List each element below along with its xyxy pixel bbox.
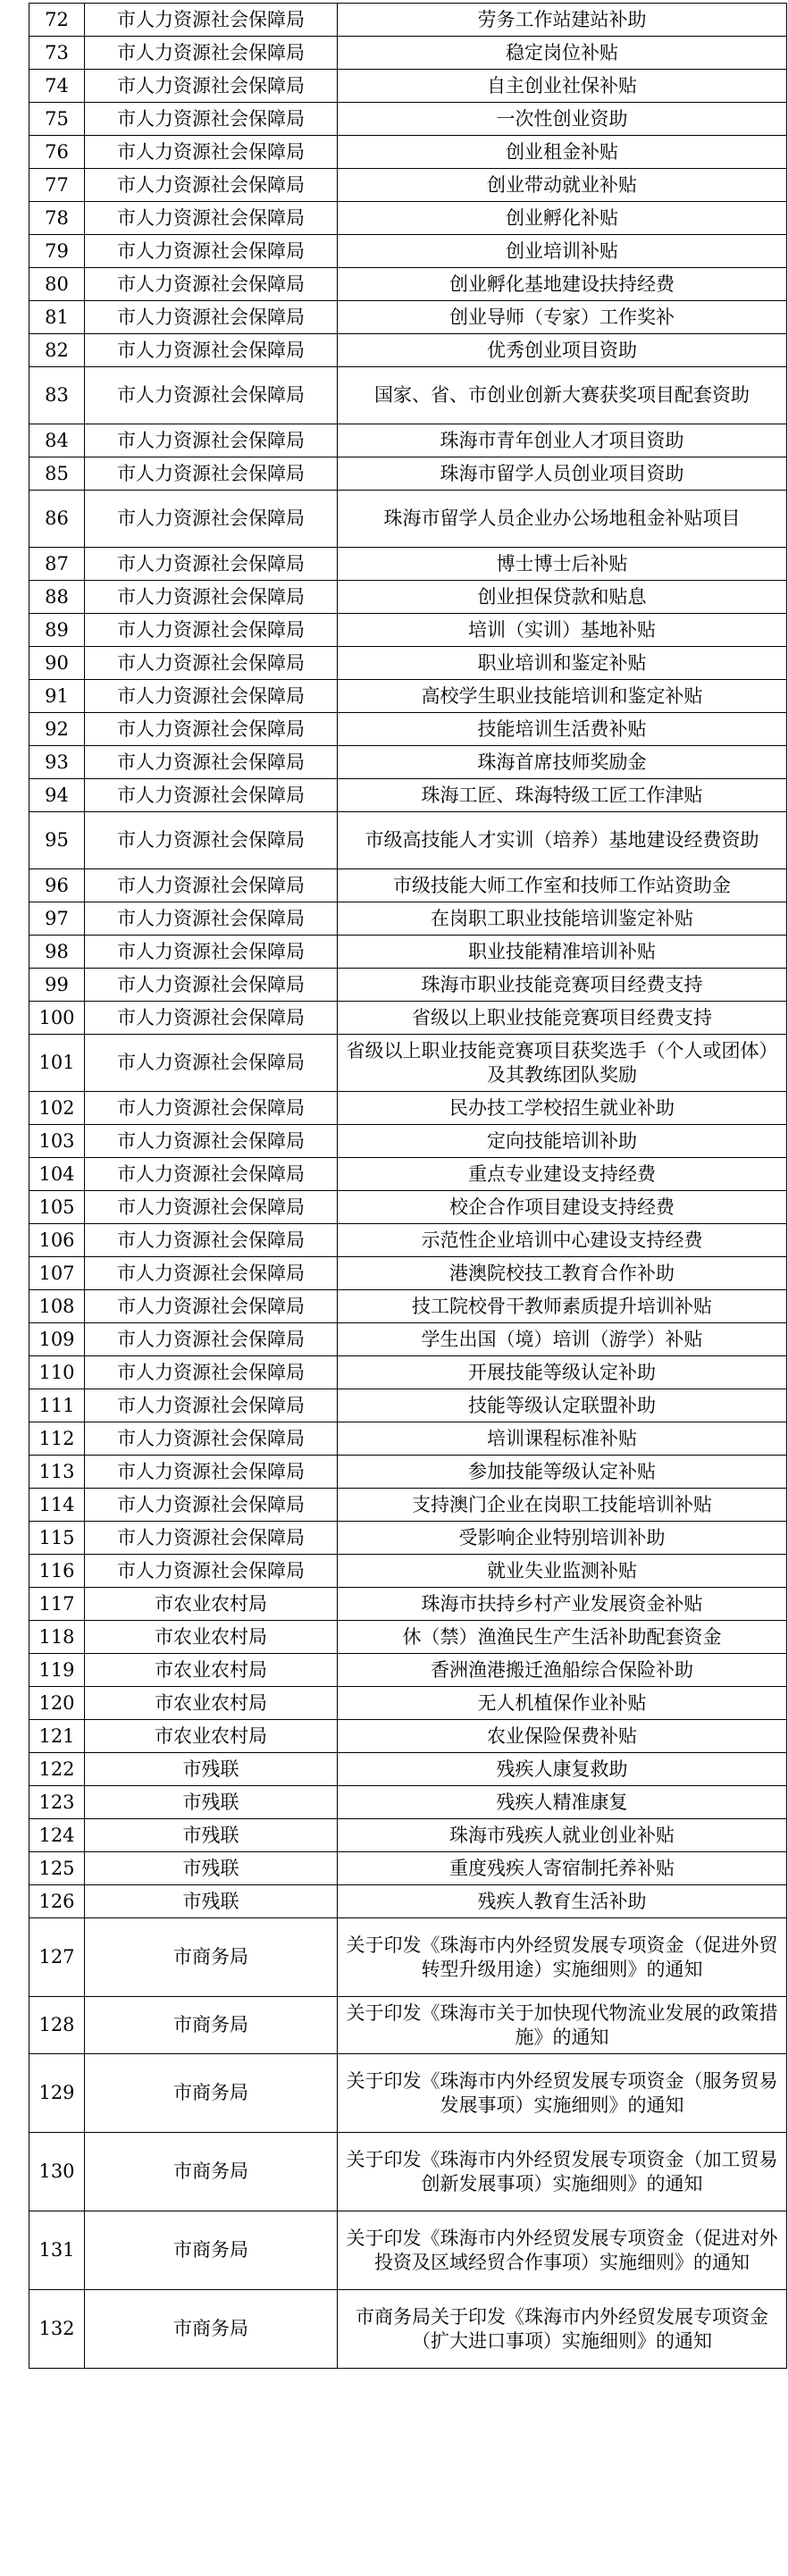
department-cell: 市人力资源社会保障局 <box>85 1389 338 1422</box>
row-number-cell: 113 <box>29 1456 85 1489</box>
subsidy-item-cell: 创业租金补贴 <box>338 136 787 169</box>
row-number-cell: 106 <box>29 1224 85 1257</box>
department-cell: 市人力资源社会保障局 <box>85 1522 338 1555</box>
department-cell: 市人力资源社会保障局 <box>85 936 338 969</box>
department-cell: 市商务局 <box>85 2133 338 2211</box>
department-cell: 市残联 <box>85 1753 338 1786</box>
table-row <box>29 169 787 202</box>
row-number-cell: 120 <box>29 1687 85 1720</box>
table-row <box>29 1456 787 1489</box>
row-number-cell: 103 <box>29 1125 85 1158</box>
row-number-cell: 74 <box>29 70 85 103</box>
table-row <box>29 902 787 936</box>
row-number-cell: 95 <box>29 812 85 869</box>
subsidy-item-cell: 休（禁）渔渔民生产生活补助配套资金 <box>338 1621 787 1654</box>
department-cell: 市人力资源社会保障局 <box>85 235 338 268</box>
row-number-cell: 79 <box>29 235 85 268</box>
table-row <box>29 268 787 301</box>
row-number-cell: 116 <box>29 1555 85 1588</box>
table-row <box>29 1720 787 1753</box>
table-row <box>29 1555 787 1588</box>
row-number-cell: 77 <box>29 169 85 202</box>
subsidy-item-cell: 关于印发《珠海市关于加快现代物流业发展的政策措施》的通知 <box>338 1997 787 2054</box>
department-cell: 市人力资源社会保障局 <box>85 1323 338 1356</box>
subsidy-item-cell: 参加技能等级认定补贴 <box>338 1456 787 1489</box>
row-number-cell: 99 <box>29 969 85 1002</box>
row-number-cell: 125 <box>29 1852 85 1885</box>
table-row <box>29 812 787 869</box>
row-number-cell: 129 <box>29 2054 85 2133</box>
subsidy-item-cell: 珠海市职业技能竞赛项目经费支持 <box>338 969 787 1002</box>
row-number-cell: 91 <box>29 680 85 713</box>
table-row <box>29 1522 787 1555</box>
department-cell: 市人力资源社会保障局 <box>85 334 338 367</box>
department-cell: 市人力资源社会保障局 <box>85 680 338 713</box>
subsidy-item-cell: 校企合作项目建设支持经费 <box>338 1191 787 1224</box>
row-number-cell: 117 <box>29 1588 85 1621</box>
row-number-cell: 132 <box>29 2290 85 2369</box>
row-number-cell: 73 <box>29 37 85 70</box>
department-cell: 市人力资源社会保障局 <box>85 1555 338 1588</box>
subsidy-item-cell: 市级高技能人才实训（培养）基地建设经费资助 <box>338 812 787 869</box>
subsidy-item-cell: 市商务局关于印发《珠海市内外经贸发展专项资金（扩大进口事项）实施细则》的通知 <box>338 2290 787 2369</box>
table-row <box>29 969 787 1002</box>
table-row <box>29 548 787 581</box>
row-number-cell: 84 <box>29 424 85 457</box>
subsidy-item-cell: 珠海首席技师奖励金 <box>338 746 787 779</box>
subsidy-item-cell: 开展技能等级认定补助 <box>338 1356 787 1389</box>
department-cell: 市人力资源社会保障局 <box>85 581 338 614</box>
subsidy-item-cell: 民办技工学校招生就业补助 <box>338 1092 787 1125</box>
department-cell: 市人力资源社会保障局 <box>85 614 338 647</box>
subsidy-item-cell: 优秀创业项目资助 <box>338 334 787 367</box>
table-row <box>29 103 787 136</box>
table-row <box>29 680 787 713</box>
department-cell: 市人力资源社会保障局 <box>85 1224 338 1257</box>
row-number-cell: 127 <box>29 1918 85 1997</box>
table-row <box>29 70 787 103</box>
table-row <box>29 1918 787 1997</box>
department-cell: 市人力资源社会保障局 <box>85 1456 338 1489</box>
department-cell: 市人力资源社会保障局 <box>85 367 338 424</box>
row-number-cell: 90 <box>29 647 85 680</box>
table-row <box>29 202 787 235</box>
table-row <box>29 2054 787 2133</box>
subsidy-item-cell: 就业失业监测补贴 <box>338 1555 787 1588</box>
row-number-cell: 114 <box>29 1489 85 1522</box>
table-row <box>29 1323 787 1356</box>
subsidy-item-cell: 学生出国（境）培训（游学）补贴 <box>338 1323 787 1356</box>
table-row <box>29 424 787 457</box>
table-row <box>29 1588 787 1621</box>
department-cell: 市商务局 <box>85 1997 338 2054</box>
department-cell: 市残联 <box>85 1786 338 1819</box>
department-cell: 市商务局 <box>85 1918 338 1997</box>
department-cell: 市人力资源社会保障局 <box>85 136 338 169</box>
subsidy-item-cell: 博士博士后补贴 <box>338 548 787 581</box>
row-number-cell: 122 <box>29 1753 85 1786</box>
department-cell: 市人力资源社会保障局 <box>85 457 338 491</box>
table-row <box>29 1654 787 1687</box>
department-cell: 市人力资源社会保障局 <box>85 1035 338 1092</box>
department-cell: 市人力资源社会保障局 <box>85 301 338 334</box>
department-cell: 市农业农村局 <box>85 1588 338 1621</box>
subsidy-item-cell: 残疾人康复救助 <box>338 1753 787 1786</box>
row-number-cell: 75 <box>29 103 85 136</box>
row-number-cell: 115 <box>29 1522 85 1555</box>
department-cell: 市商务局 <box>85 2290 338 2369</box>
department-cell: 市人力资源社会保障局 <box>85 969 338 1002</box>
row-number-cell: 121 <box>29 1720 85 1753</box>
subsidy-item-cell: 示范性企业培训中心建设支持经费 <box>338 1224 787 1257</box>
row-number-cell: 112 <box>29 1422 85 1456</box>
row-number-cell: 111 <box>29 1389 85 1422</box>
subsidy-item-cell: 无人机植保作业补贴 <box>338 1687 787 1720</box>
subsidy-item-cell: 受影响企业特别培训补助 <box>338 1522 787 1555</box>
row-number-cell: 88 <box>29 581 85 614</box>
row-number-cell: 98 <box>29 936 85 969</box>
table-row <box>29 1997 787 2054</box>
row-number-cell: 81 <box>29 301 85 334</box>
table-row <box>29 1687 787 1720</box>
subsidy-item-cell: 珠海工匠、珠海特级工匠工作津贴 <box>338 779 787 812</box>
table-row <box>29 1002 787 1035</box>
table-row <box>29 779 787 812</box>
subsidy-item-cell: 关于印发《珠海市内外经贸发展专项资金（服务贸易发展事项）实施细则》的通知 <box>338 2054 787 2133</box>
policy-table <box>29 3 787 2369</box>
row-number-cell: 92 <box>29 713 85 746</box>
department-cell: 市人力资源社会保障局 <box>85 869 338 902</box>
department-cell: 市人力资源社会保障局 <box>85 1158 338 1191</box>
subsidy-item-cell: 自主创业社保补贴 <box>338 70 787 103</box>
row-number-cell: 101 <box>29 1035 85 1092</box>
table-row <box>29 1125 787 1158</box>
table-row <box>29 2290 787 2369</box>
subsidy-item-cell: 重点专业建设支持经费 <box>338 1158 787 1191</box>
department-cell: 市人力资源社会保障局 <box>85 647 338 680</box>
row-number-cell: 94 <box>29 779 85 812</box>
subsidy-item-cell: 技工院校骨干教师素质提升培训补贴 <box>338 1290 787 1323</box>
row-number-cell: 119 <box>29 1654 85 1687</box>
table-row <box>29 1257 787 1290</box>
department-cell: 市人力资源社会保障局 <box>85 779 338 812</box>
department-cell: 市人力资源社会保障局 <box>85 713 338 746</box>
department-cell: 市农业农村局 <box>85 1720 338 1753</box>
department-cell: 市人力资源社会保障局 <box>85 37 338 70</box>
subsidy-item-cell: 残疾人教育生活补助 <box>338 1885 787 1918</box>
row-number-cell: 118 <box>29 1621 85 1654</box>
row-number-cell: 86 <box>29 491 85 548</box>
subsidy-item-cell: 港澳院校技工教育合作补助 <box>338 1257 787 1290</box>
table-row <box>29 1819 787 1852</box>
subsidy-item-cell: 劳务工作站建站补助 <box>338 4 787 37</box>
row-number-cell: 97 <box>29 902 85 936</box>
table-row <box>29 301 787 334</box>
subsidy-item-cell: 职业培训和鉴定补贴 <box>338 647 787 680</box>
department-cell: 市人力资源社会保障局 <box>85 103 338 136</box>
table-row <box>29 4 787 37</box>
row-number-cell: 87 <box>29 548 85 581</box>
row-number-cell: 93 <box>29 746 85 779</box>
department-cell: 市人力资源社会保障局 <box>85 1257 338 1290</box>
department-cell: 市人力资源社会保障局 <box>85 548 338 581</box>
department-cell: 市人力资源社会保障局 <box>85 1002 338 1035</box>
department-cell: 市人力资源社会保障局 <box>85 812 338 869</box>
department-cell: 市人力资源社会保障局 <box>85 424 338 457</box>
department-cell: 市农业农村局 <box>85 1687 338 1720</box>
department-cell: 市人力资源社会保障局 <box>85 1290 338 1323</box>
department-cell: 市人力资源社会保障局 <box>85 902 338 936</box>
subsidy-item-cell: 技能培训生活费补贴 <box>338 713 787 746</box>
table-row <box>29 1035 787 1092</box>
subsidy-item-cell: 重度残疾人寄宿制托养补贴 <box>338 1852 787 1885</box>
row-number-cell: 80 <box>29 268 85 301</box>
subsidy-item-cell: 职业技能精准培训补贴 <box>338 936 787 969</box>
subsidy-item-cell: 珠海市扶持乡村产业发展资金补贴 <box>338 1588 787 1621</box>
subsidy-item-cell: 珠海市残疾人就业创业补贴 <box>338 1819 787 1852</box>
row-number-cell: 76 <box>29 136 85 169</box>
table-row <box>29 614 787 647</box>
subsidy-item-cell: 国家、省、市创业创新大赛获奖项目配套资助 <box>338 367 787 424</box>
row-number-cell: 123 <box>29 1786 85 1819</box>
department-cell: 市农业农村局 <box>85 1654 338 1687</box>
row-number-cell: 128 <box>29 1997 85 2054</box>
row-number-cell: 96 <box>29 869 85 902</box>
department-cell: 市人力资源社会保障局 <box>85 268 338 301</box>
policy-table-body <box>29 4 787 2369</box>
table-row <box>29 1852 787 1885</box>
department-cell: 市人力资源社会保障局 <box>85 4 338 37</box>
subsidy-item-cell: 关于印发《珠海市内外经贸发展专项资金（加工贸易创新发展事项）实施细则》的通知 <box>338 2133 787 2211</box>
table-row <box>29 1389 787 1422</box>
department-cell: 市人力资源社会保障局 <box>85 202 338 235</box>
department-cell: 市人力资源社会保障局 <box>85 1092 338 1125</box>
row-number-cell: 107 <box>29 1257 85 1290</box>
department-cell: 市商务局 <box>85 2211 338 2290</box>
table-row <box>29 2133 787 2211</box>
subsidy-item-cell: 定向技能培训补助 <box>338 1125 787 1158</box>
row-number-cell: 130 <box>29 2133 85 2211</box>
row-number-cell: 109 <box>29 1323 85 1356</box>
department-cell: 市人力资源社会保障局 <box>85 1356 338 1389</box>
row-number-cell: 131 <box>29 2211 85 2290</box>
subsidy-item-cell: 创业担保贷款和贴息 <box>338 581 787 614</box>
row-number-cell: 102 <box>29 1092 85 1125</box>
department-cell: 市人力资源社会保障局 <box>85 746 338 779</box>
department-cell: 市人力资源社会保障局 <box>85 491 338 548</box>
subsidy-item-cell: 技能等级认定联盟补助 <box>338 1389 787 1422</box>
department-cell: 市人力资源社会保障局 <box>85 70 338 103</box>
table-row <box>29 491 787 548</box>
row-number-cell: 124 <box>29 1819 85 1852</box>
subsidy-item-cell: 香洲渔港搬迁渔船综合保险补助 <box>338 1654 787 1687</box>
table-row <box>29 367 787 424</box>
department-cell: 市人力资源社会保障局 <box>85 1422 338 1456</box>
table-row <box>29 1753 787 1786</box>
policy-table-container <box>29 3 786 2369</box>
subsidy-item-cell: 在岗职工职业技能培训鉴定补贴 <box>338 902 787 936</box>
table-row <box>29 713 787 746</box>
table-row <box>29 334 787 367</box>
subsidy-item-cell: 培训课程标准补贴 <box>338 1422 787 1456</box>
department-cell: 市残联 <box>85 1852 338 1885</box>
subsidy-item-cell: 市级技能大师工作室和技师工作站资助金 <box>338 869 787 902</box>
row-number-cell: 105 <box>29 1191 85 1224</box>
table-row <box>29 1489 787 1522</box>
table-row <box>29 1356 787 1389</box>
subsidy-item-cell: 珠海市青年创业人才项目资助 <box>338 424 787 457</box>
table-row <box>29 37 787 70</box>
subsidy-item-cell: 创业培训补贴 <box>338 235 787 268</box>
subsidy-item-cell: 创业孵化补贴 <box>338 202 787 235</box>
table-row <box>29 1158 787 1191</box>
table-row <box>29 869 787 902</box>
table-row <box>29 1885 787 1918</box>
subsidy-item-cell: 稳定岗位补贴 <box>338 37 787 70</box>
table-row <box>29 1092 787 1125</box>
table-row <box>29 136 787 169</box>
table-row <box>29 457 787 491</box>
subsidy-item-cell: 支持澳门企业在岗职工技能培训补贴 <box>338 1489 787 1522</box>
subsidy-item-cell: 珠海市留学人员企业办公场地租金补贴项目 <box>338 491 787 548</box>
department-cell: 市农业农村局 <box>85 1621 338 1654</box>
table-row <box>29 1621 787 1654</box>
table-row <box>29 1422 787 1456</box>
subsidy-item-cell: 创业导师（专家）工作奖补 <box>338 301 787 334</box>
table-row <box>29 1290 787 1323</box>
row-number-cell: 108 <box>29 1290 85 1323</box>
subsidy-item-cell: 创业带动就业补贴 <box>338 169 787 202</box>
subsidy-item-cell: 珠海市留学人员创业项目资助 <box>338 457 787 491</box>
subsidy-item-cell: 省级以上职业技能竞赛项目经费支持 <box>338 1002 787 1035</box>
table-row <box>29 235 787 268</box>
row-number-cell: 78 <box>29 202 85 235</box>
subsidy-item-cell: 一次性创业资助 <box>338 103 787 136</box>
row-number-cell: 82 <box>29 334 85 367</box>
row-number-cell: 104 <box>29 1158 85 1191</box>
table-row <box>29 2211 787 2290</box>
subsidy-item-cell: 残疾人精准康复 <box>338 1786 787 1819</box>
table-row <box>29 647 787 680</box>
table-row <box>29 746 787 779</box>
table-row <box>29 936 787 969</box>
subsidy-item-cell: 创业孵化基地建设扶持经费 <box>338 268 787 301</box>
subsidy-item-cell: 培训（实训）基地补贴 <box>338 614 787 647</box>
row-number-cell: 89 <box>29 614 85 647</box>
row-number-cell: 126 <box>29 1885 85 1918</box>
row-number-cell: 72 <box>29 4 85 37</box>
row-number-cell: 100 <box>29 1002 85 1035</box>
department-cell: 市人力资源社会保障局 <box>85 1125 338 1158</box>
subsidy-item-cell: 高校学生职业技能培训和鉴定补贴 <box>338 680 787 713</box>
row-number-cell: 85 <box>29 457 85 491</box>
department-cell: 市人力资源社会保障局 <box>85 1489 338 1522</box>
department-cell: 市人力资源社会保障局 <box>85 169 338 202</box>
subsidy-item-cell: 农业保险保费补贴 <box>338 1720 787 1753</box>
table-row <box>29 1191 787 1224</box>
row-number-cell: 110 <box>29 1356 85 1389</box>
department-cell: 市人力资源社会保障局 <box>85 1191 338 1224</box>
table-row <box>29 1786 787 1819</box>
department-cell: 市商务局 <box>85 2054 338 2133</box>
table-row <box>29 1224 787 1257</box>
table-row <box>29 581 787 614</box>
department-cell: 市残联 <box>85 1885 338 1918</box>
subsidy-item-cell: 关于印发《珠海市内外经贸发展专项资金（促进外贸转型升级用途）实施细则》的通知 <box>338 1918 787 1997</box>
row-number-cell: 83 <box>29 367 85 424</box>
subsidy-item-cell: 省级以上职业技能竞赛项目获奖选手（个人或团体）及其教练团队奖励 <box>338 1035 787 1092</box>
subsidy-item-cell: 关于印发《珠海市内外经贸发展专项资金（促进对外投资及区域经贸合作事项）实施细则》的通知 <box>338 2211 787 2290</box>
department-cell: 市残联 <box>85 1819 338 1852</box>
